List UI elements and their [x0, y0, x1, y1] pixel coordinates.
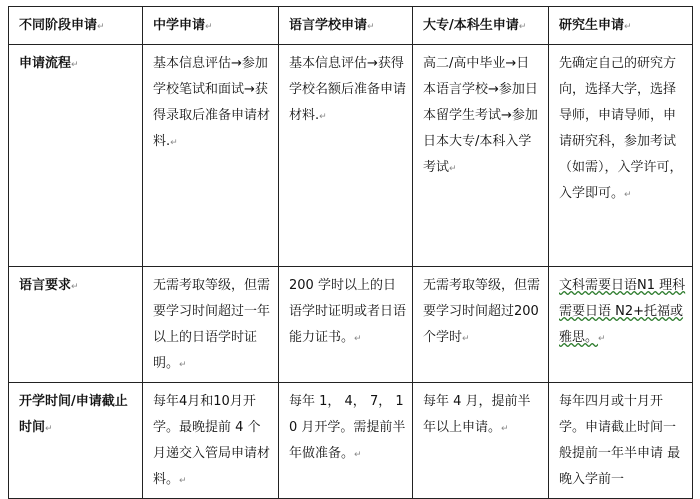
row-label: 申请流程 [19, 56, 72, 71]
paragraph-mark: ↵ [71, 60, 79, 70]
cell-text: 无需考取等级，但需要学习时间超过一年以上的日语学时证明。 [153, 278, 271, 371]
header-cell-undergraduate [413, 7, 549, 45]
table-cell [143, 45, 279, 267]
table-cell [143, 383, 279, 499]
row-label-schedule [9, 383, 143, 499]
cell-text: 每年 1， 4， 7， 10 月开学。需提前半年做准备。 [289, 394, 406, 461]
header-label: 不同阶段申请 [19, 18, 98, 33]
paragraph-mark: ↵ [501, 424, 509, 434]
header-label: 中学申请 [153, 18, 206, 33]
paragraph-mark: ↵ [518, 22, 527, 32]
application-stages-table [8, 6, 693, 499]
cell-text: 文科需要日语N1 理科需要日语 N2+托福或雅思。 [559, 278, 686, 345]
paragraph-mark: ↵ [624, 22, 632, 32]
header-label: 研究生申请 [559, 18, 625, 33]
row-label: 开学时间/申请截止时间 [19, 394, 128, 435]
cell-text: 高二/高中毕业→日本语言学校→参加日本留学生考试→参加日本大专/本科入学考试 [423, 56, 538, 175]
table-row [9, 45, 693, 267]
header-cell-graduate [549, 7, 693, 45]
table-cell [279, 267, 413, 383]
header-label: 语言学校申请 [289, 18, 368, 33]
table-cell [279, 45, 413, 267]
paragraph-mark: ↵ [367, 22, 375, 32]
paragraph-mark: ↵ [205, 22, 213, 32]
table-cell [413, 383, 549, 499]
paragraph-mark: ↵ [179, 360, 187, 370]
table-cell [279, 383, 413, 499]
cell-text: 基本信息评估→获得学校名额后准备申请材料. [289, 56, 407, 123]
table-cell [143, 267, 279, 383]
table-cell [549, 267, 693, 383]
paragraph-mark: ↵ [354, 450, 362, 460]
paragraph-mark: ↵ [179, 476, 187, 486]
table-cell [413, 45, 549, 267]
paragraph-mark: ↵ [598, 334, 606, 344]
cell-text: 无需考取等级，但需要学习时间超过200个学时 [423, 278, 541, 345]
paragraph-mark: ↵ [97, 22, 105, 32]
paragraph-mark: ↵ [71, 282, 79, 292]
cell-text: 先确定自己的研究方向，选择大学，选择导师，申请导师，申请研究科，参加考试（如需），入学许可，入学即可。 [559, 56, 683, 201]
cell-text: 每年4月和10月开学。最晚提前 4 个月递交入管局申请材料。 [153, 394, 271, 487]
cell-text: 每年 4 月，提前半年以上申请。 [423, 394, 531, 435]
paragraph-mark: ↵ [624, 190, 632, 200]
paragraph-mark: ↵ [354, 334, 362, 344]
table-cell [413, 267, 549, 383]
paragraph-mark: ↵ [45, 424, 53, 434]
table-row [9, 267, 693, 383]
paragraph-mark: ↵ [449, 164, 457, 174]
cell-text: 200 学时以上的日语学时证明或者日语能力证书。 [289, 278, 407, 345]
table-cell [549, 383, 693, 499]
table-row [9, 383, 693, 499]
header-cell-stage [9, 7, 143, 45]
row-label: 语言要求 [19, 278, 72, 293]
table-header-row [9, 7, 693, 45]
table-cell [549, 45, 693, 267]
cell-text: 基本信息评估→参加学校笔试和面试→获得录取后准备申请材料. [153, 56, 271, 149]
paragraph-mark: ↵ [462, 334, 470, 344]
header-label: 大专/本科生申请 [423, 18, 519, 33]
paragraph-mark: ↵ [170, 138, 178, 148]
header-cell-language-school [279, 7, 413, 45]
cell-text: 每年四月或十月开学。申请截止时间一般提前一年半申请 最晚入学前一 [559, 394, 681, 487]
row-label-language [9, 267, 143, 383]
row-label-process [9, 45, 143, 267]
paragraph-mark: ↵ [319, 112, 327, 122]
header-cell-middle-school [143, 7, 279, 45]
